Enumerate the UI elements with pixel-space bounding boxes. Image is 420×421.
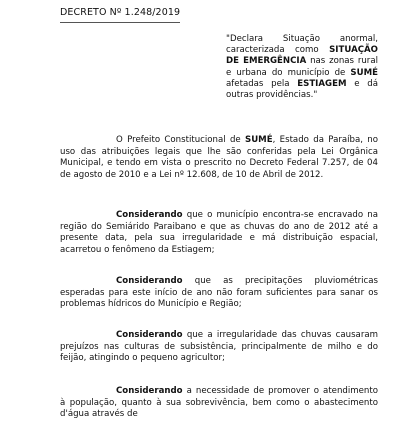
considerando-label: Considerando [116, 276, 183, 286]
preamble-bold-1: SUMÉ [245, 135, 273, 145]
considerando-paragraph [60, 276, 378, 311]
considerando-paragraph [60, 210, 378, 256]
ementa-bold-2: SUMÉ [350, 67, 378, 78]
decree-title: DECRETO Nº 1.248/2019 [60, 7, 181, 18]
ementa-text-2: nas zonas rural e urbana do município de [226, 56, 378, 78]
considerando-text: que o município encontra-se encravado na região do Semiárido Paraibano e que as chuvas do ano de 2012 até a presente data, pela sua irregularidade e má distribuição espacial, acarretou o fenômeno da Estiagem; [60, 210, 378, 255]
considerando-paragraph [60, 386, 378, 421]
title-underline [60, 22, 180, 23]
ementa-bold-3: ESTIAGEM [297, 78, 347, 89]
ementa-bold-1: SITUAÇÃO DE EMERGÊNCIA [226, 45, 378, 67]
considerando-text: que as precipitações pluviométricas esperadas para este início de ano não foram suficientes para sanar os problemas hídricos do Município e Região; [60, 276, 378, 309]
considerando-label: Considerando [116, 330, 183, 340]
considerando-text: que a irregularidade das chuvas causaram prejuízos nas culturas de subsistência, principalmente de milho e do feijão, atingindo o pequeno agricultor; [60, 330, 378, 363]
preamble-text-2: , Estado da Paraíba, no uso das atribuições legais que lhe são conferidas pela Lei Orgânica Municipal, e tendo em vista o prescrito no Decreto Federal 7.257, de 04 de agosto de 2010 e a Lei nº 12.608, de 10 de Abril de 2012. [60, 135, 379, 180]
decree-ementa [226, 34, 378, 101]
ementa-text-4: e dá outras providências." [226, 78, 378, 101]
preamble-paragraph [60, 135, 378, 181]
ementa-text-1: "Declara Situação anormal, caracterizada como [226, 34, 378, 56]
considerando-paragraph [60, 330, 378, 365]
considerando-text: a necessidade de promover o atendimento à população, quanto à sua sobrevivência, bem como o abastecimento d'água através de [60, 386, 378, 419]
considerando-label: Considerando [116, 386, 183, 396]
considerando-label: Considerando [116, 210, 183, 220]
preamble-text-1: O Prefeito Constitucional de [116, 135, 246, 145]
ementa-text-3: afetadas pela [226, 78, 298, 89]
